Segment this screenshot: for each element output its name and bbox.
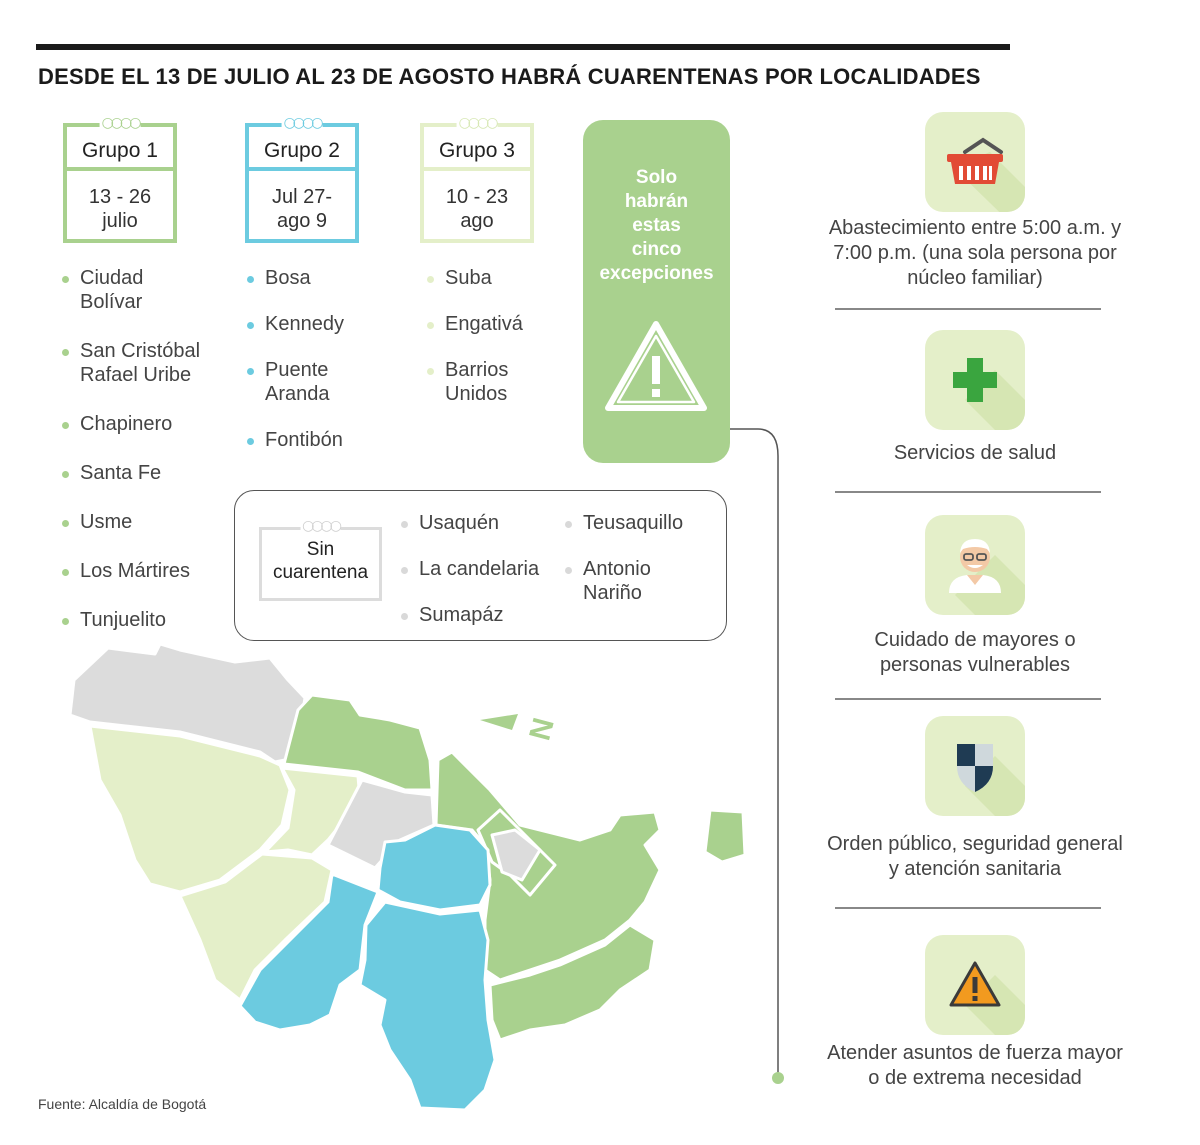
group-3-dates-line1: 10 - 23 — [445, 186, 509, 208]
bullet-dot-icon — [565, 567, 572, 574]
locality-line: Engativá — [445, 313, 523, 335]
locality-line: Puente — [265, 359, 329, 381]
bullet-dot-icon — [247, 438, 254, 445]
list-item — [62, 339, 200, 387]
bullet-dot-icon — [62, 471, 69, 478]
divider — [835, 308, 1101, 310]
bullet-dot-icon — [62, 349, 69, 356]
no-quarantine-calendar — [259, 518, 382, 601]
locality-line: Teusaquillo — [583, 512, 684, 534]
source-credit: Fuente: Alcaldía de Bogotá — [38, 1096, 207, 1112]
map-region-blue-main — [360, 902, 495, 1110]
bullet-dot-icon — [62, 569, 69, 576]
divider — [835, 698, 1101, 700]
bullet-dot-icon — [427, 276, 434, 283]
group-3-localities — [427, 266, 523, 406]
locality-line: Bosa — [265, 267, 311, 289]
exception-line: personas vulnerables — [879, 654, 1071, 676]
list-item — [565, 511, 683, 535]
elderly-person-icon — [925, 515, 1025, 615]
tile — [925, 716, 1025, 816]
calendar-group-1 — [63, 115, 177, 243]
list-item — [401, 511, 539, 535]
locality-line: Bolívar — [80, 291, 143, 313]
exception-line: Orden público, seguridad general — [827, 833, 1123, 855]
panel-line: cinco — [631, 239, 682, 260]
headline: DESDE EL 13 DE JULIO AL 23 DE AGOSTO HABRÁ CUARENTENAS POR LOCALIDADES — [38, 64, 981, 89]
list-item — [247, 358, 344, 406]
exception-label — [810, 1041, 1140, 1091]
locality-line: Aranda — [265, 383, 330, 405]
list-item — [247, 428, 344, 452]
bullet-dot-icon — [247, 322, 254, 329]
list-item — [427, 266, 523, 290]
exception-label — [810, 441, 1140, 466]
bullet-dot-icon — [427, 368, 434, 375]
panel-line: excepciones — [599, 263, 714, 284]
group-1-dates-line1: 13 - 26 — [88, 186, 152, 208]
list-item — [401, 557, 539, 581]
exception-label — [810, 628, 1140, 678]
group-3-title: Grupo 3 — [424, 131, 530, 171]
locality-line: Santa Fe — [80, 462, 162, 484]
bogota-localities-map — [60, 640, 760, 1115]
locality-line: Barrios — [445, 359, 509, 381]
list-item — [62, 559, 200, 583]
exception-line: 7:00 p.m. (una sola persona por — [833, 242, 1117, 264]
locality-line: Los Mártires — [80, 560, 191, 582]
list-item — [427, 358, 523, 406]
group-3-dates — [424, 185, 530, 233]
locality-line: San Cristóbal — [80, 340, 201, 362]
no-quarantine-box — [234, 490, 727, 641]
locality-line: Antonio — [583, 558, 651, 580]
locality-line: Chapinero — [80, 413, 173, 435]
bullet-dot-icon — [62, 276, 69, 283]
calendar-group-2 — [245, 115, 359, 243]
list-item — [62, 608, 200, 632]
exception-line: Abastecimiento entre 5:00 a.m. y — [828, 217, 1122, 239]
bullet-dot-icon — [62, 422, 69, 429]
tile — [925, 935, 1025, 1035]
list-item — [401, 603, 539, 627]
warning-triangle-icon — [603, 318, 709, 414]
calendar-rings-icon: ○○○○ — [101, 115, 139, 131]
locality-line: Rafael Uribe — [80, 364, 192, 386]
group-1-dates — [67, 185, 173, 233]
tile — [925, 112, 1025, 212]
group-1-dates-line2: julio — [102, 210, 138, 232]
shopping-basket-icon — [925, 112, 1025, 212]
health-cross-icon — [925, 330, 1025, 430]
locality-line: Suba — [445, 267, 492, 289]
no-quarantine-col2 — [565, 511, 683, 605]
security-shield-icon — [925, 716, 1025, 816]
group-3-dates-line2: ago — [460, 210, 494, 232]
list-item — [62, 510, 200, 534]
bullet-dot-icon — [401, 521, 408, 528]
exception-line: Atender asuntos de fuerza mayor — [827, 1042, 1123, 1064]
panel-line: Solo — [635, 167, 678, 188]
group-2-title: Grupo 2 — [249, 131, 355, 171]
list-item — [247, 312, 344, 336]
no-quarantine-title-line: cuarentena — [272, 562, 369, 583]
tile — [925, 330, 1025, 430]
locality-line: La candelaria — [419, 558, 540, 580]
panel-line: habrán — [624, 191, 689, 212]
locality-line: Tunjuelito — [80, 609, 166, 631]
locality-line: Fontibón — [265, 429, 343, 451]
exception-line: Servicios de salud — [893, 442, 1057, 464]
group-2-dates — [249, 185, 355, 233]
no-quarantine-title — [262, 538, 379, 584]
bullet-dot-icon — [427, 322, 434, 329]
calendar-rings-icon: ○○○○ — [283, 115, 321, 131]
top-rule — [36, 44, 1010, 50]
exceptions-panel-title — [583, 166, 730, 286]
divider — [835, 491, 1101, 493]
calendar-rings-icon: ○○○○ — [458, 115, 496, 131]
calendar-rings-icon: ○○○○ — [302, 518, 339, 534]
exception-label — [810, 216, 1140, 291]
locality-line: Kennedy — [265, 313, 344, 335]
exception-line: y atención sanitaria — [888, 858, 1062, 880]
exception-label — [810, 832, 1140, 882]
exception-line: Cuidado de mayores o — [874, 629, 1076, 651]
no-quarantine-title-line: Sin — [306, 539, 335, 560]
locality-line: Sumapáz — [419, 604, 504, 626]
calendar-group-3 — [420, 115, 534, 243]
group-2-dates-line2: ago 9 — [276, 210, 328, 232]
bullet-dot-icon — [247, 276, 254, 283]
map-region-green-right — [705, 810, 745, 862]
list-item — [247, 266, 344, 290]
north-label: N — [523, 714, 561, 744]
exception-line: o de extrema necesidad — [868, 1067, 1082, 1089]
panel-line: estas — [632, 215, 681, 236]
bullet-dot-icon — [247, 368, 254, 375]
bullet-dot-icon — [401, 613, 408, 620]
no-quarantine-col1 — [401, 511, 539, 627]
list-item — [62, 412, 200, 436]
bullet-dot-icon — [62, 618, 69, 625]
locality-line: Usaquén — [419, 512, 500, 534]
group-2-localities — [247, 266, 344, 452]
exceptions-panel — [583, 120, 730, 463]
bullet-dot-icon — [565, 521, 572, 528]
list-item — [427, 312, 523, 336]
locality-line: Nariño — [583, 582, 642, 604]
divider — [835, 907, 1101, 909]
bullet-dot-icon — [401, 567, 408, 574]
warning-icon — [925, 935, 1025, 1035]
list-item — [62, 461, 200, 485]
locality-line: Ciudad — [80, 267, 144, 289]
locality-line: Unidos — [445, 383, 508, 405]
group-1-localities — [62, 266, 200, 632]
list-item — [62, 266, 200, 314]
group-1-title: Grupo 1 — [67, 131, 173, 171]
exception-line: núcleo familiar) — [907, 267, 1043, 289]
group-2-dates-line1: Jul 27- — [271, 186, 333, 208]
locality-line: Usme — [80, 511, 133, 533]
tile — [925, 515, 1025, 615]
north-arrow-icon — [480, 714, 561, 744]
list-item — [565, 557, 683, 605]
bullet-dot-icon — [62, 520, 69, 527]
